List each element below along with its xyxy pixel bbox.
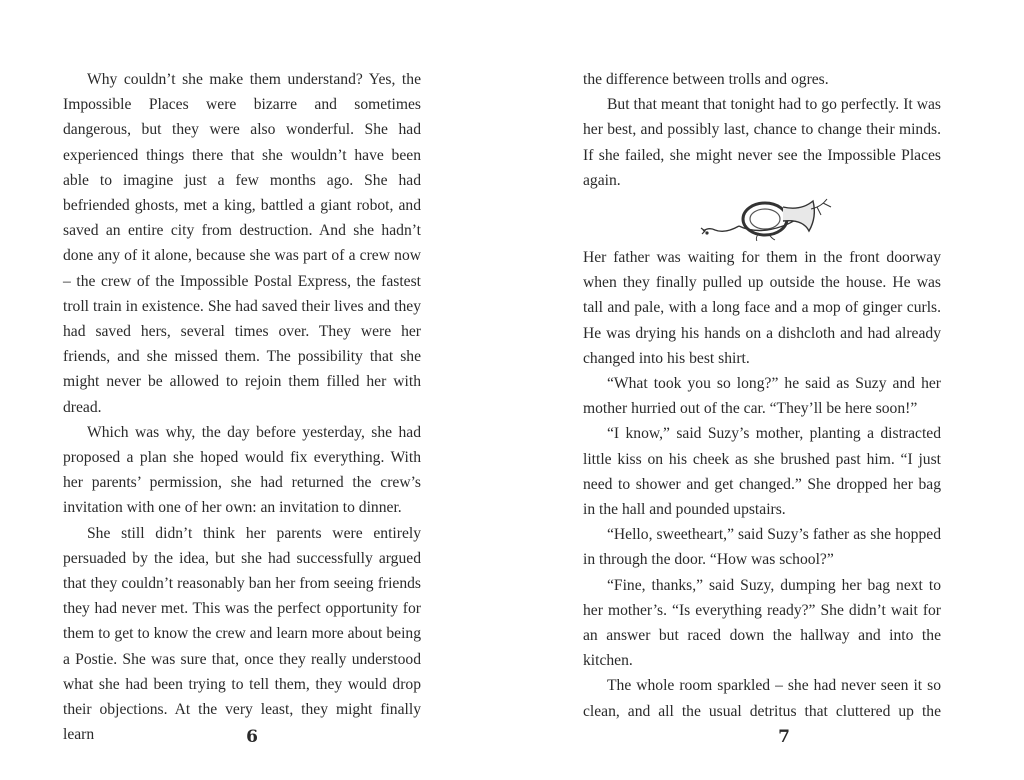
post-horn-icon [699, 195, 839, 241]
paragraph: the difference between trolls and ogres. [583, 71, 829, 88]
paragraph: Why couldn’t she make them understand? Yes, the Impossible Places were bizarre and sometimes dangerous, but they were also wonderful. She had experienced things there that she wouldn’t have been able to imagine just a few months ago. She had befriended ghosts, met a king, battled a giant robot, and saved an entire city from destruction. And she hadn’t done any of it alone, because she was part of a crew now – the crew of the Impossible Postal Express, the fastest troll train in existence. She had saved their lives and they had saved hers, several times over. They were her friends, and she missed them. The possibility that she might never be allowed to rejoin them filled her with dread. [63, 71, 421, 416]
paragraph: “Hello, sweetheart,” said Suzy’s father as she hopped in through the door. “How was school?” [583, 526, 941, 569]
right-page-text [583, 67, 941, 724]
right-page [512, 0, 1024, 780]
left-page-text [63, 67, 421, 747]
paragraph: “Fine, thanks,” said Suzy, dumping her bag next to her mother’s. “Is everything ready?” She didn’t wait for an answer but raced down the hallway and into the kitchen. [583, 576, 941, 670]
paragraph: She still didn’t think her parents were entirely persuaded by the idea, but she had successfully argued that they couldn’t reasonably ban her from seeing friends they had never met. This was the perfect opportunity for them to get to know the crew and learn more about being a Postie. She was sure that, once they really understood what she had been trying to tell them, they would drop their objections. At the very least, they might finally learn [63, 524, 421, 744]
page-number: 6 [246, 727, 258, 747]
paragraph: Her father was waiting for them in the front doorway when they finally pulled up outside the house. He was tall and pale, with a long face and a mop of ginger curls. He was drying his hands on a dishcloth and had already changed into his best shirt. [583, 249, 941, 367]
paragraph: The whole room sparkled – she had never seen it so clean, and all the usual detritus that cluttered up the [583, 677, 941, 720]
paragraph: But that meant that tonight had to go perfectly. It was her best, and possibly last, chance to change their minds. If she failed, she might never see the Impossible Places again. [583, 96, 941, 189]
paragraph: “I know,” said Suzy’s mother, planting a distracted little kiss on his cheek as she brushed past him. “I just need to shower and get changed.” She dropped her bag in the hall and pounded upstairs. [583, 425, 941, 519]
page-number: 7 [778, 727, 790, 747]
paragraph: “What took you so long?” he said as Suzy and her mother hurried out of the car. “They’ll be here soon!” [583, 375, 941, 418]
section-break [583, 193, 941, 245]
paragraph: Which was why, the day before yesterday, she had proposed a plan she hoped would fix everything. With her parents’ permission, she had returned the crew’s invitation with one of her own: an invitation to dinner. [63, 423, 421, 517]
